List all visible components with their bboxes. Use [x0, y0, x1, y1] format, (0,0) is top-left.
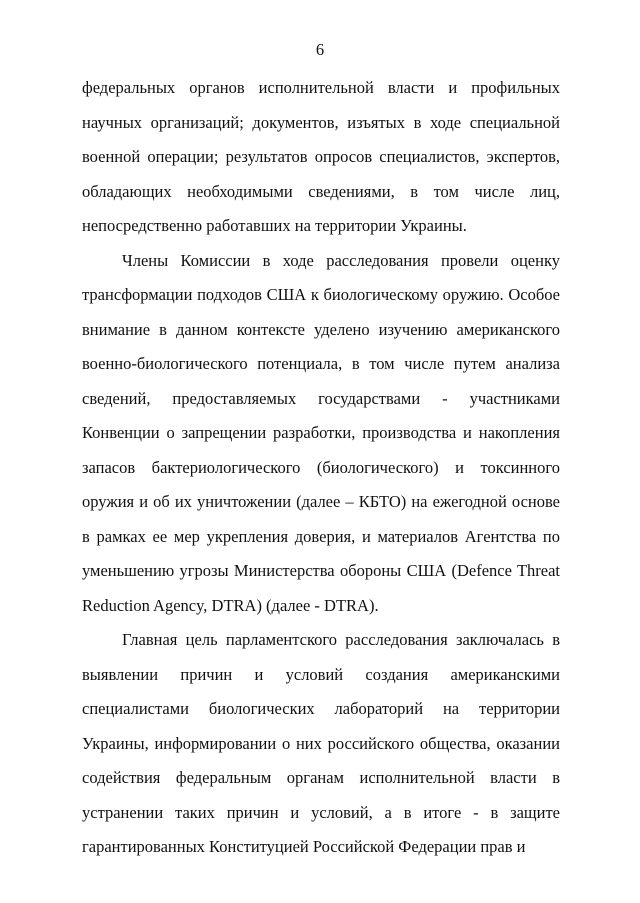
page-number: 6 — [315, 40, 325, 59]
body-text — [82, 71, 560, 865]
paragraph-1: федеральных органов исполнительной власти и профильных научных организаций; документов, изъятых в ходе специальной военной операции; результатов опросов специалистов, экспертов, обладающих необходимыми сведениями, в том числе лиц, непосредственно работавших на территории Украины. — [82, 78, 560, 235]
paragraph-2: Члены Комиссии в ходе расследования провели оценку трансформации подходов США к биологическому оружию. Особое внимание в данном контексте уделено изучению американского военно-биологического потенциала, в том числе путем анализа сведений, предоставляемых государствами - участниками Конвенции о запрещении разработки, производства и накопления запасов бактериологического (биологического) и токсинного оружия и об их уничтожении (далее – КБТО) на ежегодной основе в рамках ее мер укрепления доверия, и материалов Агентства по уменьшению угрозы Министерства обороны США (Defence Threat Reduction Agency, DTRA) (далее - DTRA). — [82, 250, 560, 615]
paragraph-3: Главная цель парламентского расследования заключалась в выявлении причин и условий создания американскими специалистами биологических лабораторий на территории Украины, информировании о них российского общества, оказании содействия федеральным органам исполнительной власти в устранении таких причин и условий, а в итоге - в защите гарантированных Конституцией Российской Федерации прав и — [82, 630, 560, 856]
